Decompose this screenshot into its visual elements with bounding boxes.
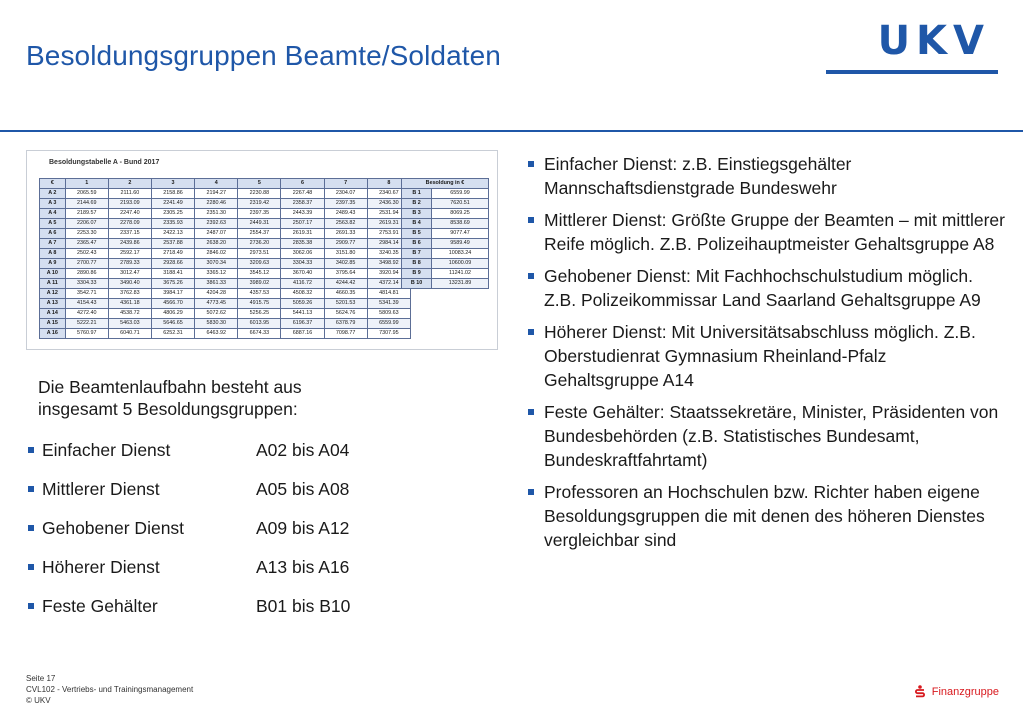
table-cell: 2065.59 bbox=[65, 189, 108, 199]
table-cell: 2189.57 bbox=[65, 209, 108, 219]
table-a-header-cell: 6 bbox=[281, 179, 324, 189]
intro-text: Die Beamtenlaufbahn besteht aus insgesamt 5 Besoldungsgruppen: bbox=[38, 377, 302, 419]
table-cell: 2736.20 bbox=[238, 239, 281, 249]
table-cell: 3012.47 bbox=[108, 269, 151, 279]
table-cell: 3365.12 bbox=[195, 269, 238, 279]
table-cell: 3675.26 bbox=[151, 279, 194, 289]
footer bbox=[26, 673, 193, 706]
table-cell: 2144.69 bbox=[65, 199, 108, 209]
finanzgruppe-logo bbox=[914, 685, 999, 698]
table-cell: 4154.43 bbox=[65, 299, 108, 309]
logo-text: UKV bbox=[877, 18, 990, 64]
table-cell: 3490.40 bbox=[108, 279, 151, 289]
table-cell: 2230.88 bbox=[238, 189, 281, 199]
bullet-text: Professoren an Hochschulen bzw. Richter haben eigene Besoldungsgruppen die mit denen des höheren Dienstes vergleichbar sind bbox=[544, 482, 985, 550]
list-item bbox=[24, 479, 404, 518]
table-cell: 2397.35 bbox=[238, 209, 281, 219]
table-cell: 2718.49 bbox=[151, 249, 194, 259]
table-cell: 4508.32 bbox=[281, 289, 324, 299]
table-cell: 3304.33 bbox=[281, 259, 324, 269]
table-a-header-cell: 5 bbox=[238, 179, 281, 189]
group-range: A02 bis A04 bbox=[256, 440, 350, 460]
table-cell: 3070.34 bbox=[195, 259, 238, 269]
row-label: A 15 bbox=[40, 319, 66, 329]
list-item bbox=[526, 152, 1006, 200]
table-cell: 8069.25 bbox=[432, 209, 489, 219]
table-cell: 2619.31 bbox=[281, 229, 324, 239]
table-row bbox=[40, 309, 411, 319]
table-cell: 4272.40 bbox=[65, 309, 108, 319]
table-row bbox=[40, 249, 411, 259]
group-range: B01 bis B10 bbox=[256, 596, 351, 616]
table-cell: 5463.03 bbox=[108, 319, 151, 329]
table-cell: 2358.37 bbox=[281, 199, 324, 209]
table-row bbox=[40, 299, 411, 309]
table-cell: 2984.14 bbox=[367, 239, 410, 249]
bullet-square-icon bbox=[28, 447, 34, 453]
bullet-text: Gehobener Dienst: Mit Fachhochschulstudium möglich. Z.B. Polizeikommissar Land Saarland Gehaltsgruppe A9 bbox=[544, 266, 981, 310]
table-cell: 2193.09 bbox=[108, 199, 151, 209]
table-cell: 2365.47 bbox=[65, 239, 108, 249]
table-cell: 2194.27 bbox=[195, 189, 238, 199]
salary-table-b bbox=[401, 178, 489, 289]
row-label: A 13 bbox=[40, 299, 66, 309]
table-cell: 2247.40 bbox=[108, 209, 151, 219]
table-cell: 4538.72 bbox=[108, 309, 151, 319]
table-a-header-cell: 4 bbox=[195, 179, 238, 189]
list-item bbox=[24, 596, 404, 635]
row-label: B 2 bbox=[402, 199, 432, 209]
table-cell: 3402.85 bbox=[324, 259, 367, 269]
bullet-text: Mittlerer Dienst: Größte Gruppe der Beamten – mit mittlerer Reife möglich. Z.B. Polizeihauptmeister Gehaltsgruppe A8 bbox=[544, 210, 1005, 254]
group-range: A05 bis A08 bbox=[256, 479, 350, 499]
table-cell: 3498.92 bbox=[367, 259, 410, 269]
table-cell: 5809.63 bbox=[367, 309, 410, 319]
table-cell: 3542.71 bbox=[65, 289, 108, 299]
table-cell: 3545.12 bbox=[238, 269, 281, 279]
table-cell: 3062.06 bbox=[281, 249, 324, 259]
table-row bbox=[40, 209, 411, 219]
table-cell: 4361.18 bbox=[108, 299, 151, 309]
row-label: B 7 bbox=[402, 249, 432, 259]
bullet-square-icon bbox=[528, 329, 534, 335]
table-cell: 3989.02 bbox=[238, 279, 281, 289]
row-label: B 4 bbox=[402, 219, 432, 229]
ukv-logo bbox=[826, 18, 998, 74]
table-cell: 2789.33 bbox=[108, 259, 151, 269]
group-range: A13 bis A16 bbox=[256, 557, 350, 577]
table-cell: 5441.13 bbox=[281, 309, 324, 319]
list-item bbox=[24, 440, 404, 479]
table-cell: 10083.24 bbox=[432, 249, 489, 259]
row-label: A 8 bbox=[40, 249, 66, 259]
table-cell: 3861.33 bbox=[195, 279, 238, 289]
table-row bbox=[402, 269, 489, 279]
table-cell: 5624.76 bbox=[324, 309, 367, 319]
table-cell: 2691.33 bbox=[324, 229, 367, 239]
table-cell: 5646.65 bbox=[151, 319, 194, 329]
row-label: A 7 bbox=[40, 239, 66, 249]
table-a-header-cell: 2 bbox=[108, 179, 151, 189]
table-cell: 2909.77 bbox=[324, 239, 367, 249]
row-label: A 3 bbox=[40, 199, 66, 209]
table-cell: 2304.07 bbox=[324, 189, 367, 199]
table-cell: 4814.81 bbox=[367, 289, 410, 299]
bullet-square-icon bbox=[528, 161, 534, 167]
table-cell: 3762.83 bbox=[108, 289, 151, 299]
table-b-header: Besoldung in € bbox=[402, 179, 489, 189]
table-row bbox=[40, 319, 411, 329]
row-label: A 16 bbox=[40, 329, 66, 339]
table-cell: 4357.53 bbox=[238, 289, 281, 299]
table-cell: 2537.88 bbox=[151, 239, 194, 249]
bullet-square-icon bbox=[528, 217, 534, 223]
bullet-square-icon bbox=[528, 273, 534, 279]
table-row bbox=[40, 229, 411, 239]
table-cell: 2973.51 bbox=[238, 249, 281, 259]
bullet-square-icon bbox=[528, 489, 534, 495]
table-cell: 2392.63 bbox=[195, 219, 238, 229]
table-row bbox=[40, 219, 411, 229]
row-label: B 5 bbox=[402, 229, 432, 239]
table-row bbox=[402, 229, 489, 239]
table-cell: 2158.86 bbox=[151, 189, 194, 199]
copyright: © UKV bbox=[26, 696, 51, 705]
table-cell: 2439.86 bbox=[108, 239, 151, 249]
bullet-text: Höherer Dienst: Mit Universitätsabschluss möglich. Z.B. Oberstudienrat Gymnasium Rheinland-Pfalz Gehaltsgruppe A14 bbox=[544, 322, 976, 390]
table-cell: 6887.16 bbox=[281, 329, 324, 339]
table-cell: 7620.51 bbox=[432, 199, 489, 209]
table-cell: 3151.80 bbox=[324, 249, 367, 259]
table-cell: 3670.40 bbox=[281, 269, 324, 279]
table-row bbox=[402, 239, 489, 249]
table-cell: 4244.42 bbox=[324, 279, 367, 289]
right-bullet-list bbox=[526, 152, 1006, 560]
row-label: B 1 bbox=[402, 189, 432, 199]
group-list bbox=[24, 440, 404, 635]
bullet-square-icon bbox=[28, 603, 34, 609]
bullet-text: Feste Gehälter: Staatssekretäre, Minister, Präsidenten von Bundesbehörden (z.B. Statistisches Bundesamt, Bundeskraftfahrtamt) bbox=[544, 402, 999, 470]
table-cell: 2206.07 bbox=[65, 219, 108, 229]
table-cell: 2340.67 bbox=[367, 189, 410, 199]
table-a-header-row bbox=[40, 179, 411, 189]
list-item bbox=[24, 518, 404, 557]
table-cell: 6559.99 bbox=[432, 189, 489, 199]
row-label: B 9 bbox=[402, 269, 432, 279]
table-cell: 2487.07 bbox=[195, 229, 238, 239]
slide-title: Besoldungsgruppen Beamte/Soldaten bbox=[26, 40, 501, 71]
table-cell: 4915.75 bbox=[238, 299, 281, 309]
table-row bbox=[40, 329, 411, 339]
table-cell: 6040.71 bbox=[108, 329, 151, 339]
table-cell: 6463.92 bbox=[195, 329, 238, 339]
list-item bbox=[526, 320, 1006, 392]
table-cell: 2928.66 bbox=[151, 259, 194, 269]
table-cell: 4660.35 bbox=[324, 289, 367, 299]
group-range: A09 bis A12 bbox=[256, 518, 350, 538]
table-a-header-cell: € bbox=[40, 179, 66, 189]
group-name: Einfacher Dienst bbox=[42, 440, 171, 460]
table-cell: 2489.43 bbox=[324, 209, 367, 219]
list-item bbox=[526, 264, 1006, 312]
list-item bbox=[526, 400, 1006, 472]
table-cell: 4372.14 bbox=[367, 279, 410, 289]
table-cell: 2592.17 bbox=[108, 249, 151, 259]
table-cell: 8538.69 bbox=[432, 219, 489, 229]
logo-underline bbox=[826, 70, 998, 74]
table-row bbox=[402, 259, 489, 269]
table-cell: 2449.31 bbox=[238, 219, 281, 229]
table-cell: 2305.25 bbox=[151, 209, 194, 219]
table-cell: 2397.35 bbox=[324, 199, 367, 209]
table-cell: 2436.30 bbox=[367, 199, 410, 209]
group-name: Mittlerer Dienst bbox=[42, 479, 160, 499]
bullet-text: Einfacher Dienst: z.B. Einstiegsgehälter Mannschaftsdienstgrade Bundeswehr bbox=[544, 154, 852, 198]
table-a-header-cell: 7 bbox=[324, 179, 367, 189]
table-cell: 6378.79 bbox=[324, 319, 367, 329]
table-cell: 4773.45 bbox=[195, 299, 238, 309]
table-cell: 5059.26 bbox=[281, 299, 324, 309]
table-row bbox=[402, 199, 489, 209]
table-a-header-cell: 3 bbox=[151, 179, 194, 189]
bullet-square-icon bbox=[28, 486, 34, 492]
table-row bbox=[40, 239, 411, 249]
table-row bbox=[40, 279, 411, 289]
table-cell: 13231.89 bbox=[432, 279, 489, 289]
table-cell: 5201.53 bbox=[324, 299, 367, 309]
row-label: A 14 bbox=[40, 309, 66, 319]
table-cell: 6196.37 bbox=[281, 319, 324, 329]
table-row bbox=[40, 189, 411, 199]
table-cell: 2241.49 bbox=[151, 199, 194, 209]
table-cell: 3304.33 bbox=[65, 279, 108, 289]
table-cell: 4204.28 bbox=[195, 289, 238, 299]
table-cell: 5830.30 bbox=[195, 319, 238, 329]
row-label: B 6 bbox=[402, 239, 432, 249]
table-cell: 2422.13 bbox=[151, 229, 194, 239]
table-cell: 7307.95 bbox=[367, 329, 410, 339]
list-item bbox=[526, 480, 1006, 552]
table-cell: 7098.77 bbox=[324, 329, 367, 339]
table-cell: 2700.77 bbox=[65, 259, 108, 269]
table-cell: 3920.94 bbox=[367, 269, 410, 279]
table-cell: 2619.31 bbox=[367, 219, 410, 229]
table-cell: 2835.38 bbox=[281, 239, 324, 249]
row-label: A 5 bbox=[40, 219, 66, 229]
brand-text: Finanzgruppe bbox=[931, 685, 999, 698]
table-cell: 5222.21 bbox=[65, 319, 108, 329]
table-a-caption: Besoldungstabelle A - Bund 2017 bbox=[49, 159, 160, 166]
table-cell: 9077.47 bbox=[432, 229, 489, 239]
row-label: A 6 bbox=[40, 229, 66, 239]
table-row bbox=[40, 199, 411, 209]
page-number: Seite 17 bbox=[26, 674, 56, 683]
table-cell: 10600.09 bbox=[432, 259, 489, 269]
table-cell: 2253.30 bbox=[65, 229, 108, 239]
row-label: B 10 bbox=[402, 279, 432, 289]
table-cell: 3795.64 bbox=[324, 269, 367, 279]
table-cell: 6013.95 bbox=[238, 319, 281, 329]
list-item bbox=[24, 557, 404, 596]
table-cell: 9589.49 bbox=[432, 239, 489, 249]
table-cell: 2337.15 bbox=[108, 229, 151, 239]
group-name: Feste Gehälter bbox=[42, 596, 158, 616]
table-b-header-row bbox=[402, 179, 489, 189]
table-cell: 2278.09 bbox=[108, 219, 151, 229]
table-row bbox=[402, 279, 489, 289]
salary-tables-image bbox=[26, 150, 498, 350]
table-row bbox=[402, 209, 489, 219]
course-name: CVL102 - Vertriebs- und Trainingsmanagement bbox=[26, 685, 194, 694]
table-cell: 4566.70 bbox=[151, 299, 194, 309]
table-a-header-cell: 8 bbox=[367, 179, 410, 189]
table-row bbox=[402, 219, 489, 229]
table-cell: 2267.48 bbox=[281, 189, 324, 199]
table-cell: 2111.60 bbox=[108, 189, 151, 199]
row-label: A 12 bbox=[40, 289, 66, 299]
table-cell: 2351.30 bbox=[195, 209, 238, 219]
row-label: A 4 bbox=[40, 209, 66, 219]
table-cell: 5760.97 bbox=[65, 329, 108, 339]
row-label: A 2 bbox=[40, 189, 66, 199]
table-cell: 2335.93 bbox=[151, 219, 194, 229]
table-cell: 2531.94 bbox=[367, 209, 410, 219]
table-cell: 2638.20 bbox=[195, 239, 238, 249]
table-row bbox=[40, 269, 411, 279]
table-cell: 4806.29 bbox=[151, 309, 194, 319]
table-cell: 6674.33 bbox=[238, 329, 281, 339]
table-cell: 3209.63 bbox=[238, 259, 281, 269]
table-row bbox=[40, 289, 411, 299]
table-cell: 3188.41 bbox=[151, 269, 194, 279]
sparkasse-s-icon bbox=[914, 685, 926, 698]
table-cell: 6252.31 bbox=[151, 329, 194, 339]
table-cell: 5072.62 bbox=[195, 309, 238, 319]
table-cell: 2319.42 bbox=[238, 199, 281, 209]
group-name: Höherer Dienst bbox=[42, 557, 160, 577]
table-cell: 2563.82 bbox=[324, 219, 367, 229]
bullet-square-icon bbox=[528, 409, 534, 415]
table-cell: 2280.46 bbox=[195, 199, 238, 209]
table-cell: 5256.25 bbox=[238, 309, 281, 319]
table-cell: 2890.86 bbox=[65, 269, 108, 279]
bullet-square-icon bbox=[28, 564, 34, 570]
table-cell: 11241.02 bbox=[432, 269, 489, 279]
row-label: B 8 bbox=[402, 259, 432, 269]
table-cell: 3984.17 bbox=[151, 289, 194, 299]
table-cell: 2554.37 bbox=[238, 229, 281, 239]
table-cell: 5341.39 bbox=[367, 299, 410, 309]
row-label: B 3 bbox=[402, 209, 432, 219]
row-label: A 10 bbox=[40, 269, 66, 279]
table-cell: 2846.02 bbox=[195, 249, 238, 259]
row-label: A 11 bbox=[40, 279, 66, 289]
salary-table-a bbox=[39, 178, 411, 339]
table-cell: 3240.35 bbox=[367, 249, 410, 259]
list-item bbox=[526, 208, 1006, 256]
table-cell: 2507.17 bbox=[281, 219, 324, 229]
group-name: Gehobener Dienst bbox=[42, 518, 185, 538]
table-cell: 2753.91 bbox=[367, 229, 410, 239]
table-cell: 4116.72 bbox=[281, 279, 324, 289]
table-cell: 6559.99 bbox=[367, 319, 410, 329]
bullet-square-icon bbox=[28, 525, 34, 531]
table-row bbox=[40, 259, 411, 269]
table-row bbox=[402, 249, 489, 259]
table-a-header-cell: 1 bbox=[65, 179, 108, 189]
table-cell: 2502.43 bbox=[65, 249, 108, 259]
header-divider bbox=[0, 130, 1023, 132]
row-label: A 9 bbox=[40, 259, 66, 269]
table-row bbox=[402, 189, 489, 199]
table-cell: 2443.39 bbox=[281, 209, 324, 219]
